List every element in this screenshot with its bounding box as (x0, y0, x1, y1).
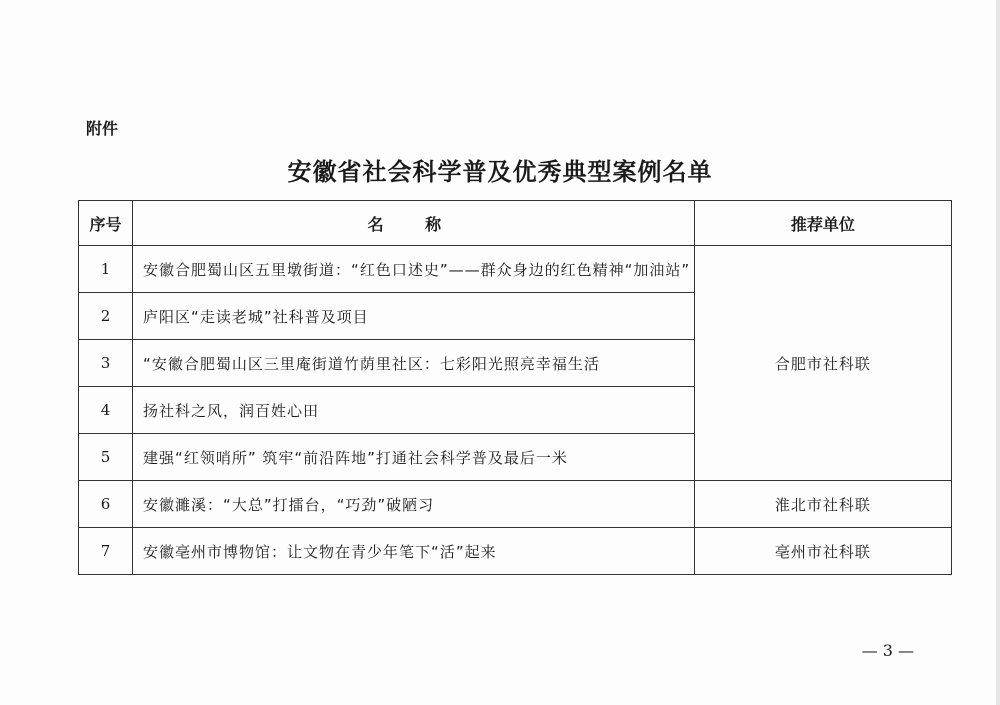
row-name: “安徽合肥蜀山区三里庵街道竹荫里社区：七彩阳光照亮幸福生活 (133, 340, 695, 387)
row-number: 6 (79, 481, 133, 528)
document-title: 安徽省社会科学普及优秀典型案例名单 (287, 157, 713, 186)
row-number: 2 (79, 293, 133, 340)
table-row (79, 481, 952, 528)
row-name: 安徽亳州市博物馆：让文物在青少年笔下“活”起来 (133, 528, 695, 575)
header-unit: 推荐单位 (694, 201, 951, 246)
case-list-table (78, 200, 952, 575)
header-name-label: 名 称 (367, 214, 460, 234)
page-number: — 3 — (861, 641, 914, 660)
table-row (79, 246, 952, 293)
row-name: 建强“红领哨所” 筑牢“前沿阵地”打通社会科学普及最后一米 (133, 434, 695, 481)
row-unit: 合肥市社科联 (694, 246, 951, 481)
row-unit: 淮北市社科联 (694, 481, 951, 528)
row-number: 3 (79, 340, 133, 387)
table-row (79, 528, 952, 575)
header-number: 序号 (79, 201, 133, 246)
attachment-label: 附件 (86, 119, 119, 138)
row-number: 1 (79, 246, 133, 293)
header-name (133, 201, 695, 246)
row-name: 安徽合肥蜀山区五里墩街道：“红色口述史”——群众身边的红色精神“加油站” (133, 246, 695, 293)
row-number: 7 (79, 528, 133, 575)
row-number: 5 (79, 434, 133, 481)
row-name: 扬社科之风，润百姓心田 (133, 387, 695, 434)
row-number: 4 (79, 387, 133, 434)
row-name: 安徽濉溪：“大总”打擂台，“巧劲”破陋习 (133, 481, 695, 528)
row-name: 庐阳区“走读老城”社科普及项目 (133, 293, 695, 340)
scan-edge (996, 0, 1000, 705)
table-header-row (79, 201, 952, 246)
row-unit: 亳州市社科联 (694, 528, 951, 575)
